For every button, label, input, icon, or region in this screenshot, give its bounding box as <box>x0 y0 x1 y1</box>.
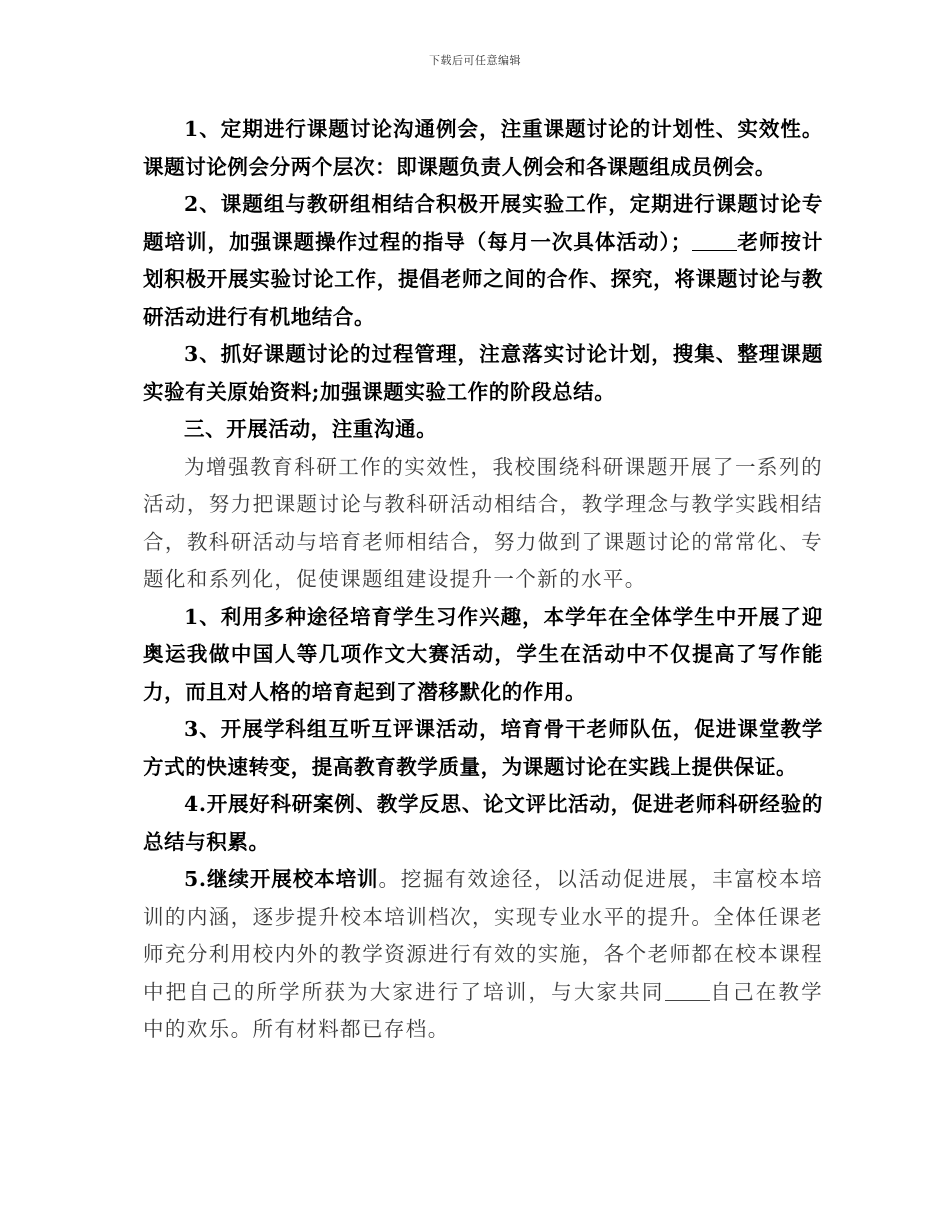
paragraph-overview: 为增强教育科研工作的实效性，我校围绕科研课题开展了一系列的活动，努力把课题讨论与教科研活动相结合，教学理念与教学实践相结合，教科研活动与培育老师相结合，努力做到了课题讨论的常常化、专题化和系列化，促使课题组建设提升一个新的水平。 <box>143 454 823 591</box>
document-body <box>143 111 823 1049</box>
paragraph-school-training-lead: 5.继续开展校本培训 <box>184 867 379 891</box>
fill-in-blank-2 <box>665 979 710 1001</box>
paragraph-school-training-part-2: 自己在教学中的欢乐。所有材料都已存档。 <box>143 979 824 1041</box>
paragraph-training-part-1: 2、课题组与教研组相结合积极开展实验工作，定期进行课题讨论专题培训，加强课题操作过程的指导（每月一次具体活动）； <box>143 192 823 254</box>
section-title: 三、开展活动，注重沟通。 <box>184 417 438 441</box>
paragraph-peer-review: 3、开展学科组互听互评课活动，培育骨干老师队伍，促进课堂教学方式的快速转变，提高教育教学质量，为课题讨论在实践上提供保证。 <box>143 717 823 779</box>
fill-in-blank <box>692 229 737 251</box>
paragraph-process-management: 3、抓好课题讨论的过程管理，注意落实讨论计划，搜集、整理课题实验有关原始资料;加强课题实验工作的阶段总结。 <box>143 342 823 404</box>
page-header: 下载后可任意编辑 <box>429 54 521 67</box>
paragraph-writing-interest: 1、利用多种途径培育学生习作兴趣，本学年在全体学生中开展了迎奥运我做中国人等几项作文大赛活动，学生在活动中不仅提高了写作能力，而且对人格的培育起到了潜移默化的作用。 <box>143 604 823 704</box>
paragraph-meeting: 1、定期进行课题讨论沟通例会，注重课题讨论的计划性、实效性。课题讨论例会分两个层次：即课题负责人例会和各课题组成员例会。 <box>143 117 823 179</box>
paragraph-school-training-part-1: 。挖掘有效途径，以活动促进展，丰富校本培训的内涵，逐步提升校本培训档次，实现专业水平的提升。全体任课老师充分利用校内外的教学资源进行有效的实施，各个老师都在校本课程中把自己的所学所获为大家进行了培训，与大家共同 <box>143 867 823 1004</box>
paragraph-school-training <box>143 861 823 1049</box>
paragraph-training <box>143 186 823 336</box>
paragraph-research-cases: 4.开展好科研案例、教学反思、论文评比活动，促进老师科研经验的总结与积累。 <box>143 792 823 854</box>
paragraph-training-part-2: 老师按计划积极开展实验讨论工作，提倡老师之间的合作、探究，将课题讨论与教研活动进行有机地结合。 <box>143 229 823 329</box>
